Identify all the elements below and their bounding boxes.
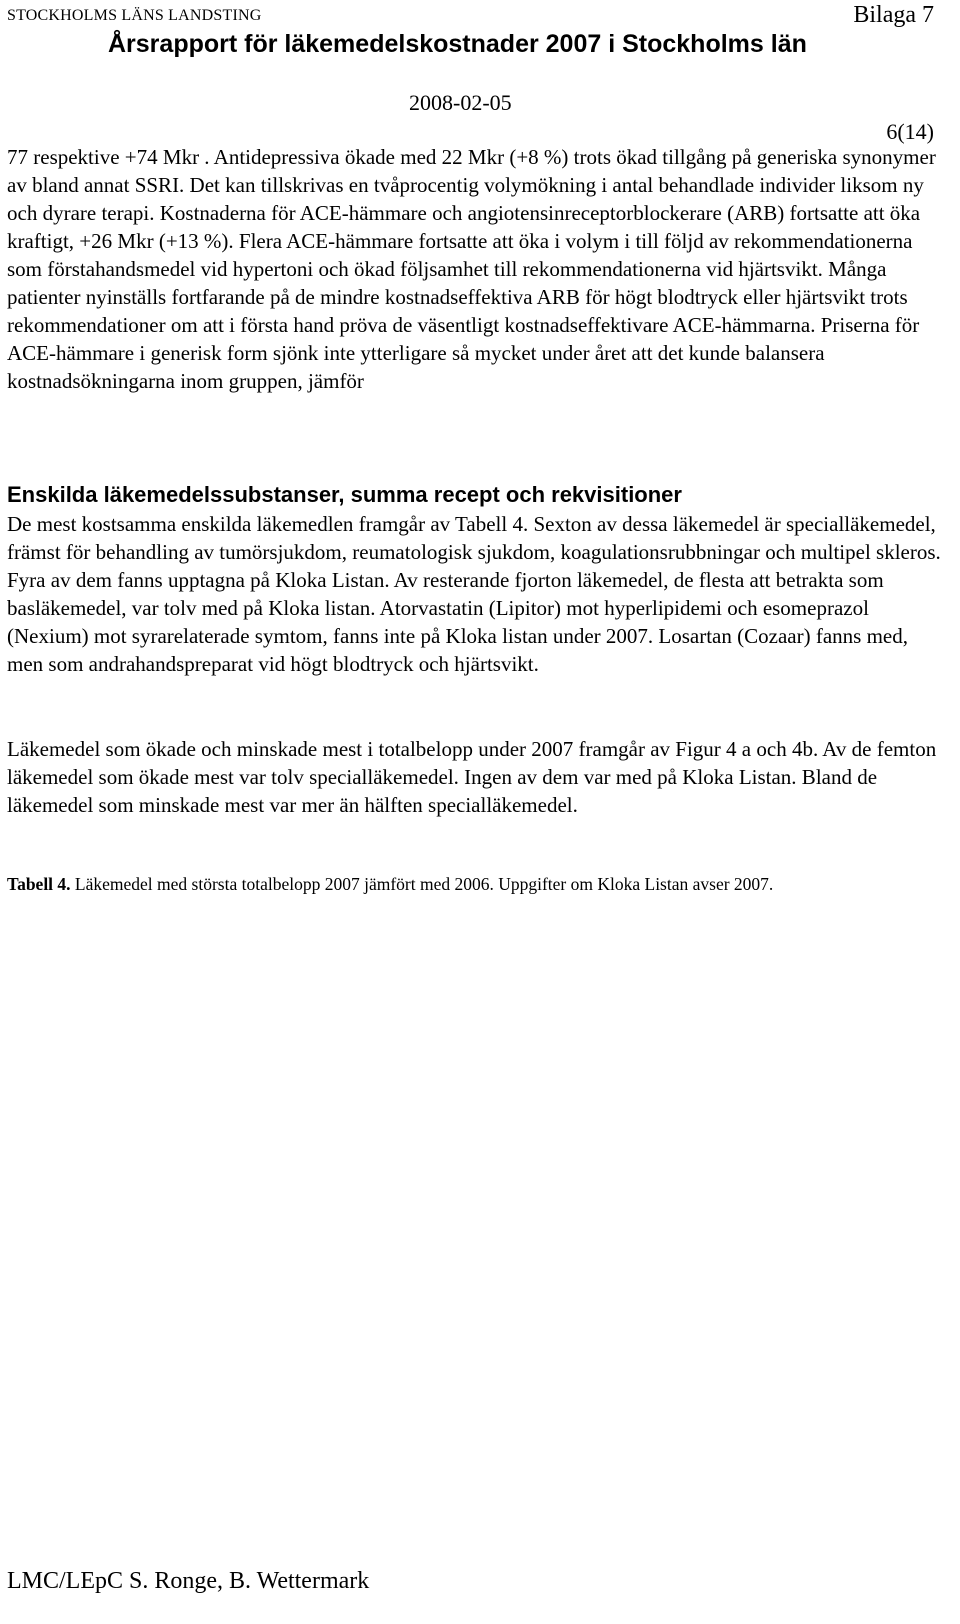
table-caption xyxy=(7,874,773,895)
table-caption-label: Tabell 4. xyxy=(7,874,71,894)
page-number: 6(14) xyxy=(886,119,934,144)
section-heading: Enskilda läkemedelssubstanser, summa recept och rekvisitioner xyxy=(7,482,682,507)
report-title: Årsrapport för läkemedelskostnader 2007 i Stockholms län xyxy=(108,30,807,58)
table-caption-text: Läkemedel med största totalbelopp 2007 jämfört med 2006. Uppgifter om Kloka Listan avser 2007. xyxy=(70,874,774,894)
footer-authors: LMC/LEpC S. Ronge, B. Wettermark xyxy=(7,1568,370,1594)
report-date: 2008-02-05 xyxy=(409,90,512,115)
organization-name: STOCKHOLMS LÄNS LANDSTING xyxy=(7,7,262,24)
body-paragraph-1: 77 respektive +74 Mkr . Antidepressiva ökade med 22 Mkr (+8 %) trots ökad tillgång på generiska synonymer av bland annat SSRI. Det kan tillskrivas en tvåprocentig volymökning i antal behandlade individer liksom ny och dyrare terapi. Kostnaderna för ACE-hämmare och angiotensinreceptorblockerare (ARB) fortsatte att öka kraftigt, +26 Mkr (+13 %). Flera ACE-hämmare fortsatte att öka i volym i till följd av rekommendationerna som förstahandsmedel vid hypertoni och ökad följsamhet till rekommendationerna vid hjärtsvikt. Många patienter nyinställs fortfarande på de mindre kostnadseffektiva ARB för högt blodtryck eller hjärtsvikt trots rekommendationer om att i första hand pröva de väsentligt kostnadseffektivare ACE-hämmarna. Priserna för ACE-hämmare i generisk form sjönk inte ytterligare så mycket under året att det kunde balansera kostnadsökningarna inom gruppen, jämför xyxy=(7,145,936,393)
body-paragraph-3: Läkemedel som ökade och minskade mest i totalbelopp under 2007 framgår av Figur 4 a och 4b. Av de femton läkemedel som ökade mest var tolv specialläkemedel. Ingen av dem var med på Kloka Listan. Bland de läkemedel som minskade mest var mer än hälften specialläkemedel. xyxy=(7,737,937,817)
body-paragraph-2: De mest kostsamma enskilda läkemedlen framgår av Tabell 4. Sexton av dessa läkemedel är specialläkemedel, främst för behandling av tumörsjukdom, reumatologisk sjukdom, koagulationsrubbningar och multipel skleros. Fyra av dem fanns upptagna på Kloka Listan. Av resterande fjorton läkemedel, de flesta att betrakta som basläkemedel, var tolv med på Kloka listan. Atorvastatin (Lipitor) mot hyperlipidemi och esomeprazol (Nexium) mot syrarelaterade symtom, fanns inte på Kloka listan under 2007. Losartan (Cozaar) fanns med, men som andrahandspreparat vid högt blodtryck och hjärtsvikt. xyxy=(7,512,941,676)
appendix-label: Bilaga 7 xyxy=(853,2,934,28)
